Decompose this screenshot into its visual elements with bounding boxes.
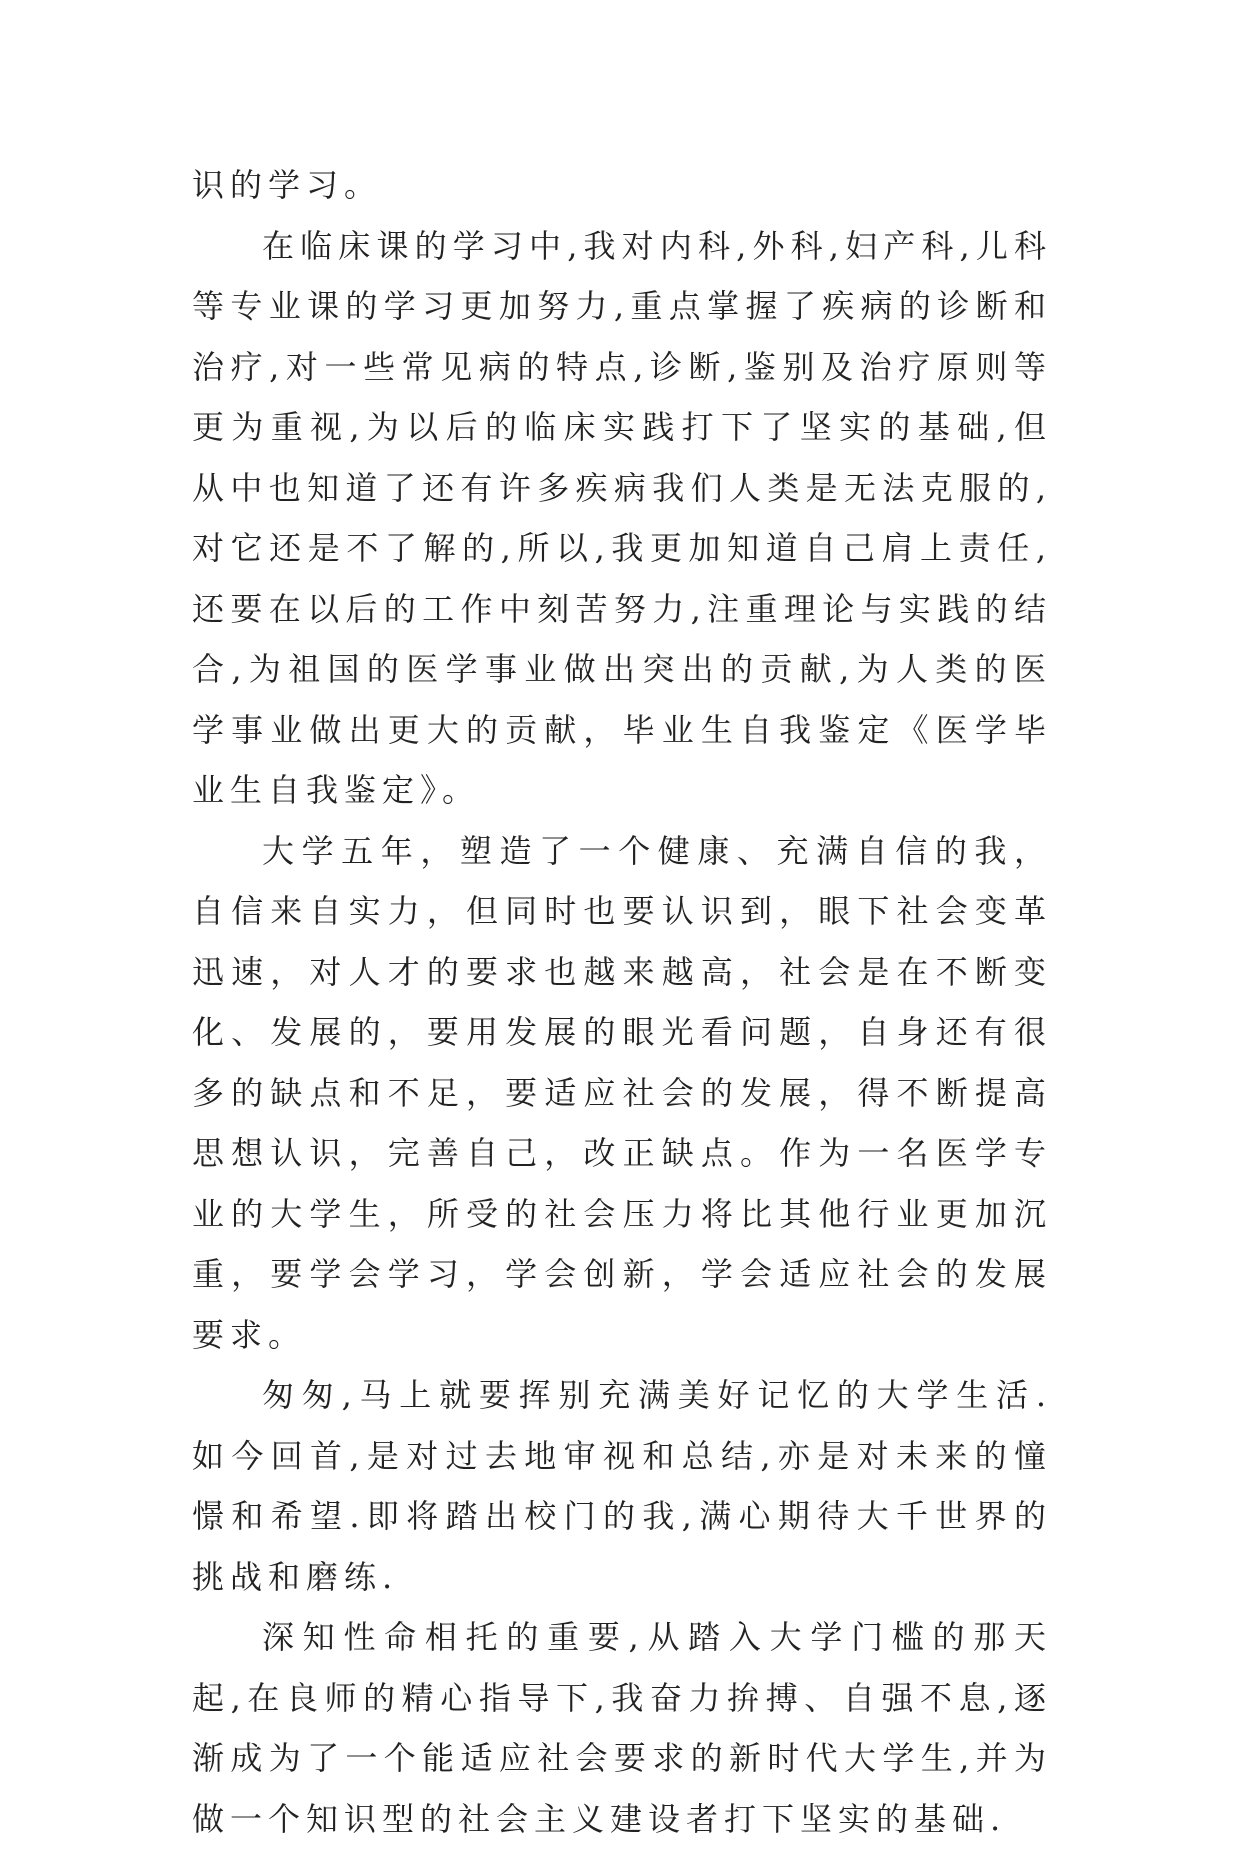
body-text	[192, 155, 1052, 1849]
paragraph-clinical-study: 在临床课的学习中,我对内科,外科,妇产科,儿科等专业课的学习更加努力,重点掌握了疾病的诊断和治疗,对一些常见病的特点,诊断,鉴别及治疗原则等更为重视,为以后的临床实践打下了坚实的基础,但从中也知道了还有许多疾病我们人类是无法克服的,对它还是不了解的,所以,我更加知道自己肩上责任,还要在以后的工作中刻苦努力,注重理论与实践的结合,为祖国的医学事业做出突出的贡献,为人类的医学事业做出更大的贡献，毕业生自我鉴定《医学毕业生自我鉴定》。	[192, 226, 1052, 809]
paragraph-responsibility: 深知性命相托的重要,从踏入大学门槛的那天起,在良师的精心指导下,我奋力拚搏、自强不息,逐渐成为了一个能适应社会要求的新时代大学生,并为做一个知识型的社会主义建设者打下坚实的基础.	[192, 1618, 1052, 1838]
paragraph-farewell: 匆匆,马上就要挥别充满美好记忆的大学生活.如今回首,是对过去地审视和总结,亦是对未来的憧憬和希望.即将踏出校门的我,满心期待大千世界的挑战和磨练.	[192, 1376, 1052, 1596]
paragraph-continuation: 识的学习。	[192, 166, 383, 204]
paragraph-five-years: 大学五年，塑造了一个健康、充满自信的我，自信来自实力，但同时也要认识到，眼下社会变革迅速，对人才的要求也越来越高，社会是在不断变化、发展的，要用发展的眼光看问题，自身还有很多的缺点和不足，要适应社会的发展，得不断提高思想认识，完善自己，改正缺点。作为一名医学专业的大学生，所受的社会压力将比其他行业更加沉重，要学会学习，学会创新，学会适应社会的发展要求。	[192, 831, 1052, 1354]
